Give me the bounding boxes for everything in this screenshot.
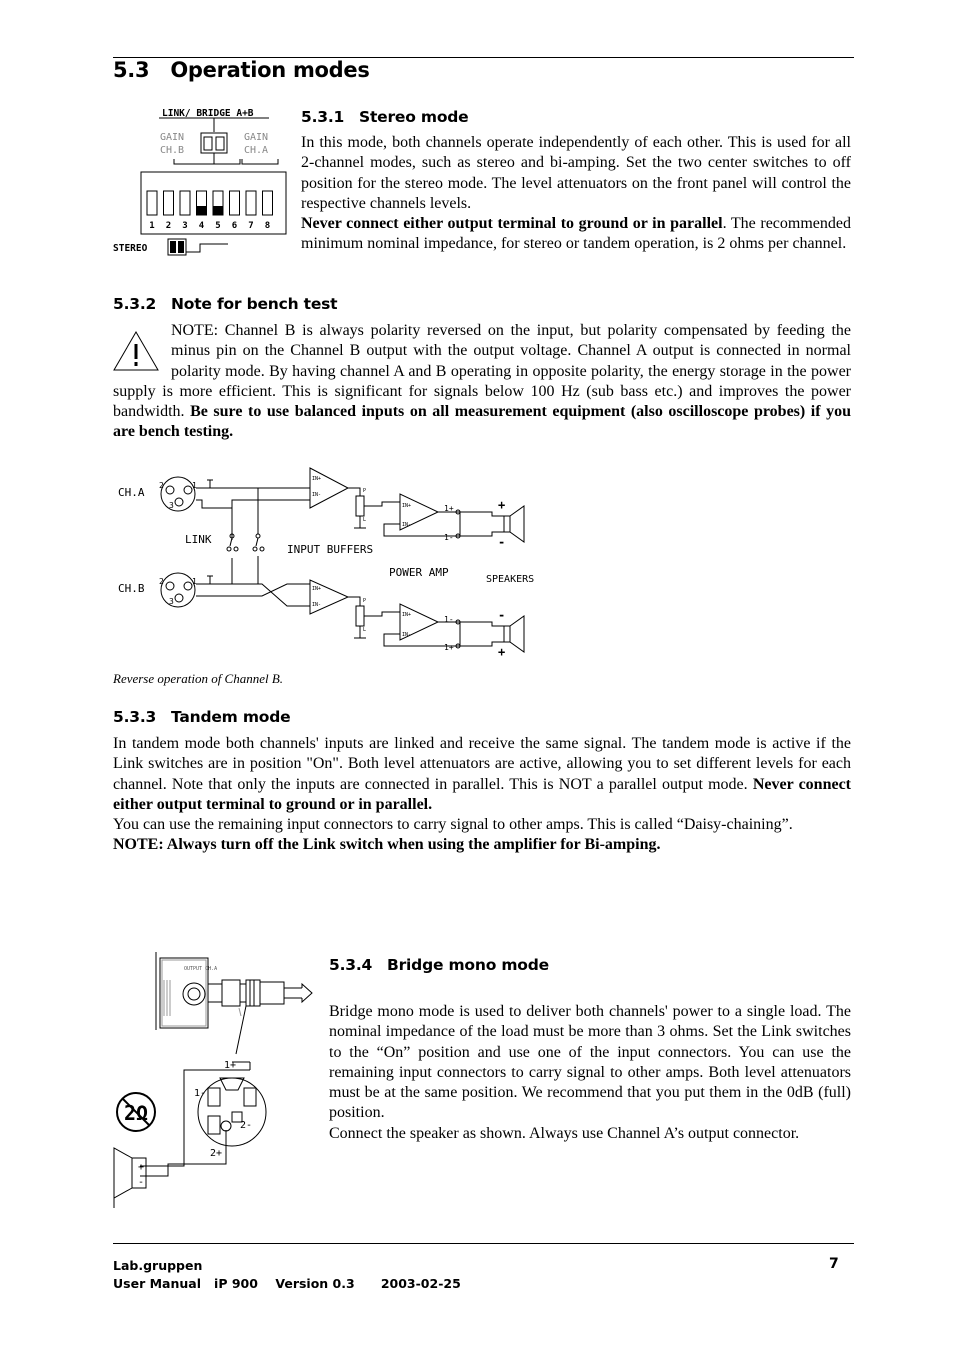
footer-manual-line: User Manual iP 900 Version 0.3 2003-02-25 bbox=[113, 1276, 461, 1291]
svg-text:1: 1 bbox=[192, 577, 197, 586]
svg-text:IN+: IN+ bbox=[312, 476, 322, 482]
svg-text:IN+: IN+ bbox=[312, 586, 322, 592]
dip-switch bbox=[164, 191, 174, 215]
ohm-badge: 2Ω bbox=[123, 1101, 149, 1125]
figure-caption: Reverse operation of Channel B. bbox=[113, 671, 284, 686]
svg-text:1+: 1+ bbox=[444, 504, 454, 513]
svg-text:1-: 1- bbox=[444, 615, 454, 624]
page-number: 7 bbox=[829, 1256, 839, 1272]
cha-label: CH.A bbox=[118, 486, 145, 499]
svg-text:OUTPUT CH.A: OUTPUT CH.A bbox=[184, 966, 218, 972]
power-amp-label: POWER AMP bbox=[389, 566, 449, 579]
dip-switch-number: 8 bbox=[264, 221, 271, 231]
bridge-text: Bridge mono mode is used to deliver both channels' power to a single load. The nominal impedance of the load must be more than 3 ohms. Set the Link switches to the “On” position and use one of the input connectors. You can use the remaining input connectors to carry signal to other amps. Both level attenuators must be at the same position. We recommend that you put them in the 0dB (full) position. Connect the speaker as shown. Always use Channel A’s output connector. bbox=[329, 1003, 851, 1142]
svg-text:IN-: IN- bbox=[312, 492, 322, 498]
gain-b-label-1: GAIN bbox=[159, 132, 185, 143]
svg-text:3: 3 bbox=[169, 597, 174, 606]
tandem-text: In tandem mode both channels' inputs are linked and receive the same signal. The tandem mode is active if the Link switches are in position "On". Both level attenuators are active, allowing you to set different levels for each channel. Note that only the inputs are connected in parallel. This is NOT a parallel output mode. Never connect either output terminal to ground or in parallel. You can use the remaining input connectors to carry signal to other amps. This is called “Daisy-chaining”. NOTE: Always turn off the Link switch when using the amplifier for Bi-amping. bbox=[113, 735, 851, 854]
pin-1minus: 1- bbox=[194, 1088, 207, 1099]
pin-2minus: 2- bbox=[240, 1120, 253, 1131]
dip-switch-number: 6 bbox=[231, 221, 238, 231]
svg-text:-: - bbox=[138, 1177, 145, 1188]
link-label: LINK bbox=[185, 533, 212, 546]
svg-text:L: L bbox=[363, 627, 367, 633]
heading-bench: 5.3.2 Note for bench test bbox=[113, 295, 338, 313]
dip-switch bbox=[263, 191, 273, 215]
svg-text:1+: 1+ bbox=[444, 643, 454, 652]
svg-text:IN-: IN- bbox=[402, 522, 412, 528]
speakers-label: SPEAKERS bbox=[486, 574, 535, 585]
dip-switch bbox=[147, 191, 157, 215]
dip-switch bbox=[246, 191, 256, 215]
heading-tandem: 5.3.3 Tandem mode bbox=[113, 708, 291, 726]
svg-text:IN+: IN+ bbox=[402, 612, 412, 618]
chb-label: CH.B bbox=[118, 582, 145, 595]
svg-text:-: - bbox=[498, 608, 506, 622]
svg-text:P: P bbox=[363, 598, 367, 604]
svg-text:IN+: IN+ bbox=[402, 503, 412, 509]
heading-bridge: 5.3.4 Bridge mono mode bbox=[329, 956, 549, 974]
dip-switch bbox=[230, 191, 240, 215]
svg-text:2: 2 bbox=[159, 481, 164, 490]
svg-text:-: - bbox=[498, 535, 506, 549]
dip-switch-figure bbox=[112, 104, 292, 260]
stereo-text: In this mode, both channels operate independently of each other. This is used for all 2-channel modes, such as stereo and bi-amping. Set the two center switches to off position for the stereo mode. The level attenuators on the front panel will control the respective channels levels. Never connect either output terminal to ground or in parallel. The recommended minimum nominal impedance, for stereo or tandem operation, is 2 ohms per channel. bbox=[301, 134, 851, 253]
dip-switch-number: 7 bbox=[248, 221, 254, 231]
dip-switch-number: 2 bbox=[165, 221, 172, 231]
gain-a-label-1: GAIN bbox=[243, 132, 269, 143]
bench-schematic bbox=[112, 460, 552, 660]
svg-text:+: + bbox=[498, 645, 506, 659]
footer-rule bbox=[113, 1243, 854, 1244]
dip-switch-number: 5 bbox=[215, 221, 221, 231]
dip-switch-number: 3 bbox=[182, 221, 188, 231]
svg-text:IN-: IN- bbox=[402, 632, 412, 638]
svg-text:IN-: IN- bbox=[312, 602, 322, 608]
dip-switch bbox=[180, 191, 190, 215]
svg-text:2: 2 bbox=[159, 577, 164, 586]
svg-text:L: L bbox=[363, 517, 367, 523]
svg-text:1: 1 bbox=[192, 481, 197, 490]
bench-text: NOTE: Channel B is always polarity reversed on the input, but polarity compensated by feeding the minus pin on the Channel B output with the output voltage. Channel A output is connected in normal polarity mode. By having channel A and B operating in opposite polarity, the energy storage in the power supply is more efficient. This is significant for signals below 100 Hz (sub bass etc.) and improves the power bandwidth. Be sure to use balanced inputs on all measurement equipment (also oscilloscope probes) if you are bench testing. bbox=[113, 322, 852, 441]
footer-company: Lab.gruppen bbox=[113, 1258, 203, 1273]
stereo-label: STEREO bbox=[113, 243, 148, 254]
svg-text:+: + bbox=[138, 1162, 145, 1173]
svg-text:P: P bbox=[363, 488, 367, 494]
svg-text:+: + bbox=[498, 498, 506, 512]
dip-switch-knob bbox=[197, 206, 207, 215]
svg-text:1-: 1- bbox=[444, 533, 454, 542]
gain-a-label-2: CH.A bbox=[243, 145, 269, 156]
link-bridge-label: LINK/ BRIDGE A+B bbox=[162, 108, 254, 119]
gain-b-label-2: CH.B bbox=[159, 145, 185, 156]
dip-switch-number: 4 bbox=[198, 221, 205, 231]
svg-text:3: 3 bbox=[169, 501, 174, 510]
heading-stereo: 5.3.1 Stereo mode bbox=[301, 108, 469, 126]
pin-2plus: 2+ bbox=[210, 1148, 223, 1159]
dip-switch-knob bbox=[213, 206, 223, 215]
section-title: 5.3 Operation modes bbox=[113, 58, 370, 82]
bridge-figure bbox=[112, 950, 322, 1210]
input-buffers-label: INPUT BUFFERS bbox=[287, 543, 374, 556]
dip-switch-number: 1 bbox=[149, 221, 155, 231]
pin-1plus: 1+ bbox=[224, 1060, 237, 1071]
